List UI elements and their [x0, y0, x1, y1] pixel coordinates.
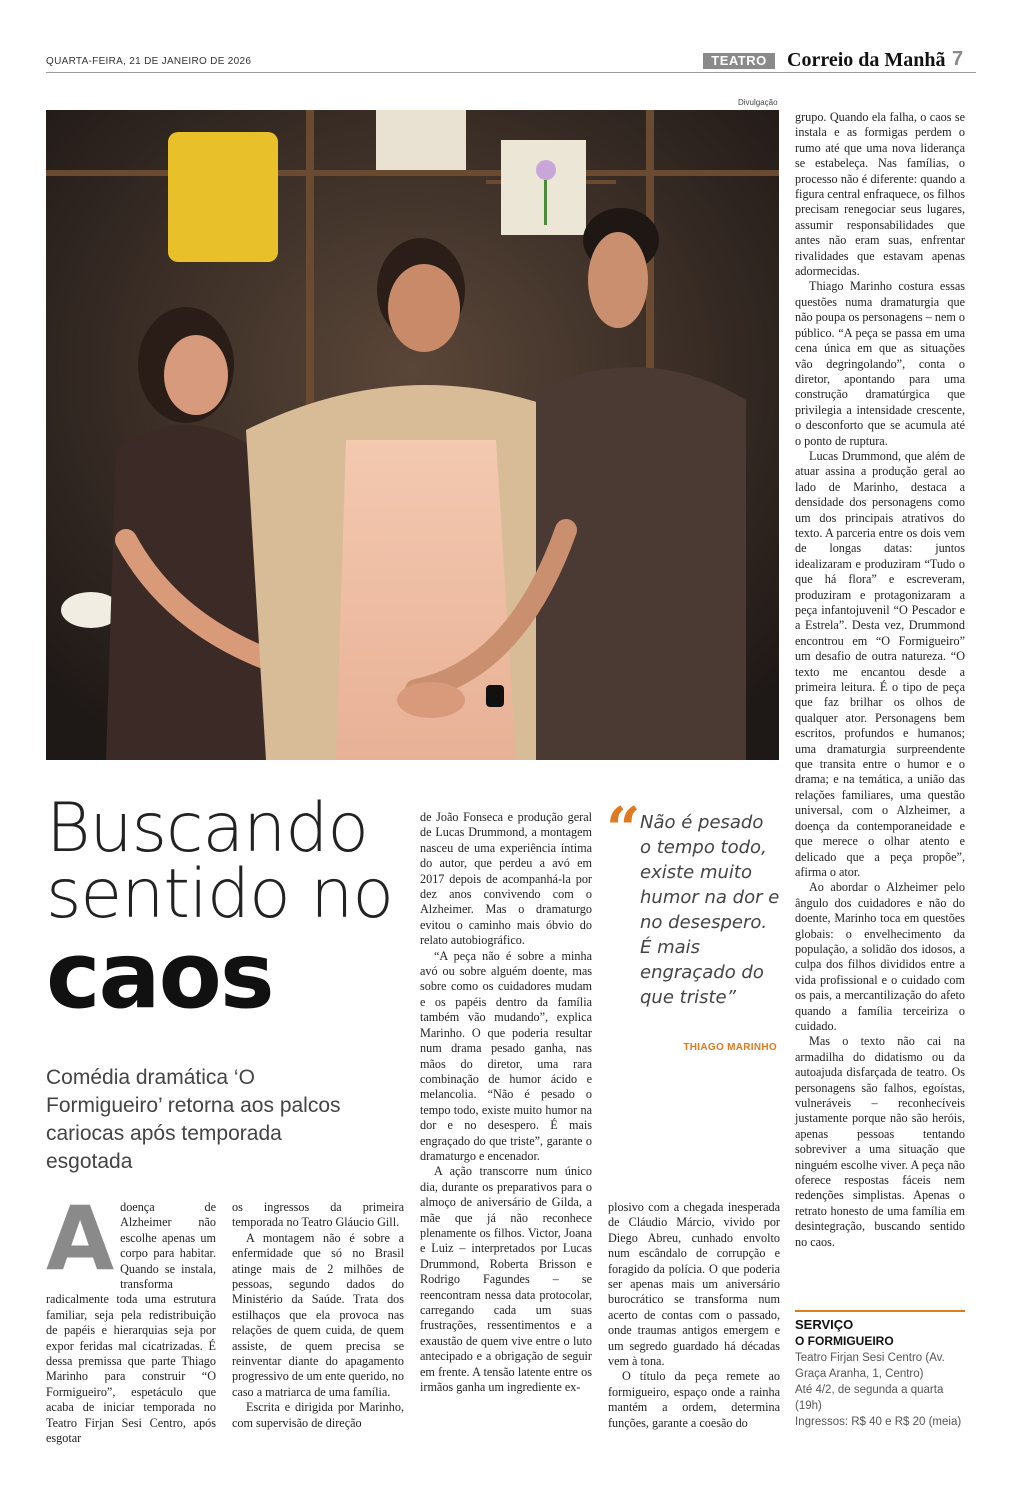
subtitle: Comédia dramática ‘O Formigueiro’ retorna aos palcos cariocas após temporada esgotada	[46, 1066, 341, 1173]
header-divider	[46, 72, 976, 73]
quote-mark-icon: “	[606, 795, 641, 865]
service-title: SERVIÇO	[795, 1317, 854, 1332]
paragraph: “A peça não é sobre a minha avó ou sobre alguém doente, mas sobre como os cuidadores mudam e os papéis dentro da família também vão mudando”, explica Marinho. O que poderia resultar num drama pesado ganha, nas mãos do diretor, uma rara combinação de humor ácido e melancolia. “Não é pesado o tempo todo, existe muito humor na dor e no desespero. É mais engraçado do que triste”, garante o dramaturgo e encenador.	[420, 948, 592, 1163]
paragraph: os ingressos da primeira temporada no Teatro Gláucio Gill.	[232, 1200, 404, 1230]
article-column-5	[795, 110, 965, 1250]
paragraph: doença de Alzheimer não escolhe apenas um corpo para habitar. Quando se instala, transforma radicalmente toda uma estrutura familiar, seja pela redistribuição de papéis e hierarquias seja por expor feridas mal cicatrizadas. É dessa premissa que parte Thiago Marinho para construir “O Formigueiro”, espetáculo que acaba de iniciar temporada no Teatro Firjan Sesi Centro, após esgotar	[46, 1200, 216, 1446]
headline	[46, 789, 393, 934]
service-venue: Teatro Firjan Sesi Centro (Av. Graça Aranha, 1, Centro)	[795, 1352, 945, 1380]
headline-line-1: Buscando	[46, 789, 368, 868]
section-tag: TEATRO	[703, 53, 775, 69]
service-tickets: Ingressos: R$ 40 e R$ 20 (meia)	[795, 1416, 962, 1428]
paragraph: Lucas Drummond, que além de atuar assina a produção geral ao lado de Marinho, destaca a densidade dos personagens como um dos principais atrativos do texto. A parceria entre os dois vem de longas datas: juntos idealizaram e produziram “Tudo o que há flora” e escreveram, produziram e protagonizaram a peça infantojuvenil “O Pescador e a Estrela”. Desta vez, Drummond encontrou em “O Formigueiro” um desafio de outra natureza. “O texto me encantou desde a primeira leitura. É o tipo de peça que faz brilhar os olhos de qualquer ator. Personagens bem escritos, profundos e humanos; uma dramaturgia surpreendente que transita entre o humor e o drama; e na temática, a união das relações familiares, uma questão universal, com o Alzheimer, a doença da contemporaneidade e que merece o olhar atento e delicado que a peça propõe”, afirma o ator.	[795, 448, 965, 879]
paragraph: Escrita e dirigida por Marinho, com supervisão de direção	[232, 1400, 404, 1430]
article-column-2	[232, 1200, 404, 1431]
issue-date: QUARTA-FEIRA, 21 DE JANEIRO DE 2026	[46, 56, 252, 67]
stage-photo-illustration	[46, 110, 779, 760]
service-show-name: O FORMIGUEIRO	[795, 1334, 894, 1348]
page-number: 7	[952, 48, 964, 70]
paragraph: Mas o texto não cai na armadilha do didatismo ou da autoajuda disfarçada de teatro. Os personagens são falhos, egoístas, vulneráveis – reconhecíveis justamente porque não são heróis, apenas pessoas tentando sobreviver a uma situação que ninguém escolhe viver. A peça não oferece respostas fáceis nem redenções simplistas. Apenas o retrato honesto de uma família em desintegração, buscando sentido no caos.	[795, 1034, 965, 1249]
paragraph: A ação transcorre num único dia, durante os preparativos para o almoço de aniversário de Gilda, a mãe que já não reconhece plenamente os filhos. Victor, Joana e Luiz – interpretados por Lucas Drummond, Roberta Brisson e Rodrigo Fagundes – se reencontram nessa data protocolar, carregando cada um suas frustrações, ressentimentos e a exaustão de quem vive entre o luto antecipado e a obrigação de seguir em frente. A tensão latente entre os irmãos ganha um ingrediente ex-	[420, 1164, 592, 1395]
paragraph: grupo. Quando ela falha, o caos se instala e as formigas perdem o rumo até que uma nova liderança se estabeleça. Nas famílias, o processo não é diferente: quando a figura central enfraquece, os filhos precisam renegociar seus lugares, assumir responsabilidades que antes não eram suas, enfrentar rivalidades que estavam apenas adormecidas.	[795, 110, 965, 279]
service-schedule: Até 4/2, de segunda a quarta (19h)	[795, 1384, 944, 1412]
service-divider	[795, 1310, 965, 1312]
headline-line-2: sentido no	[46, 855, 393, 934]
stage-photo	[46, 110, 779, 760]
paragraph: O título da peça remete ao formigueiro, espaço onde a rainha mantém a ordem, determina funções, garante a coesão do	[608, 1369, 780, 1430]
drop-cap: A	[46, 1187, 115, 1290]
article-column-1	[46, 1187, 216, 1447]
paragraph: de João Fonseca e produção geral de Lucas Drummond, a montagem nasceu de uma experiência íntima do autor, que perdeu a avó em 2017 depois de acompanhá-la por dez anos convivendo com o Alzheimer. Mas o dramaturgo evitou o caminho mais óbvio do relato autobiográfico.	[420, 810, 592, 948]
article-column-4	[608, 1200, 780, 1431]
quote-author: THIAGO MARINHO	[683, 1042, 777, 1053]
paragraph: A montagem não é sobre a enfermidade que só no Brasil atinge mais de 2 milhões de pessoas, segundo dados do Ministério da Saúde. Trata dos estilhaços que ela provoca nas relações de quem cuida, de quem assiste, de quem precisa se reinventar diante do apagamento progressivo de um ente querido, no caso a matriarca de uma família.	[232, 1230, 404, 1399]
paragraph: plosivo com a chegada inesperada de Cláudio Márcio, vivido por Diego Abreu, cunhado envolto num escândalo de corrupção e foragido da polícia. O que poderia ser apenas mais um aniversário burocrático se transforma num acerto de contas com o passado, onde traumas antigos emergem e um segredo guardado há décadas vem à tona.	[608, 1200, 780, 1369]
paragraph: Thiago Marinho costura essas questões numa dramaturgia que não poupa os personagens – nem o público. “A peça se passa em uma cena única em que as situações vão degringolando”, conta o diretor, apontando para uma construção dramatúrgica que privilegia a intensidade crescente, o desconforto que se acumula até o ponto de ruptura.	[795, 279, 965, 448]
article-column-3	[420, 810, 592, 1395]
newspaper-name: Correio da Manhã	[787, 49, 946, 71]
paragraph: Ao abordar o Alzheimer pelo ângulo dos cuidadores e não do doente, Marinho toca em questões globais: o envelhecimento da população, a solidão dos idosos, a culpa dos filhos divididos entre a vida profissional e o cuidado com os pais, a mercantilização do afeto quando a família terceiriza o cuidado.	[795, 880, 965, 1033]
pull-quote: Não é pesado o tempo todo, existe muito humor na dor e no desespero. É mais engraçado do que triste”	[640, 812, 780, 1008]
headline-line-3: caos	[46, 922, 273, 1029]
photo-credit: Divulgação	[738, 98, 778, 107]
